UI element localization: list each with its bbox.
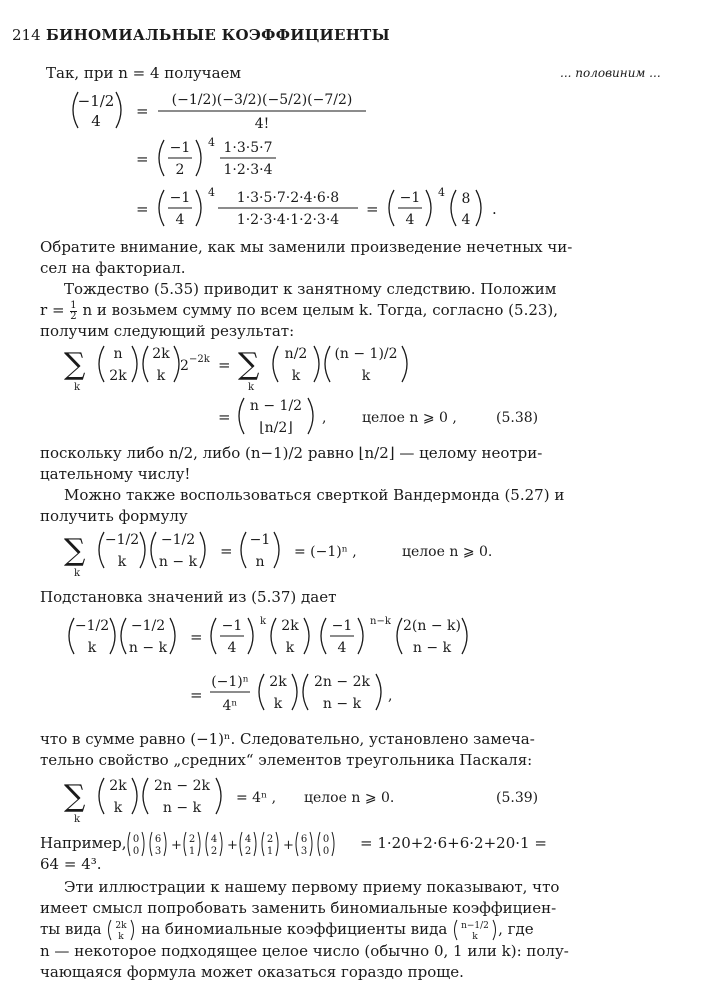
paragraph-conclusion-line1: Эти иллюстрации к нашему первому приему показывают, что <box>64 878 560 896</box>
svg-text:k: k <box>291 368 301 384</box>
paragraph-note-line1: Обратите внимание, как мы заменили произведение нечетных чи- <box>40 238 573 256</box>
svg-text:−1/2: −1/2 <box>130 618 166 634</box>
svg-text:2k: 2k <box>115 921 128 931</box>
example-binomial-a-2 <box>240 832 256 857</box>
svg-text:4: 4 <box>208 186 215 199</box>
paragraph-identity-line3: получим следующий результат: <box>40 322 295 340</box>
svg-text:k: k <box>74 382 81 393</box>
svg-text:4: 4 <box>461 212 471 228</box>
svg-text:−1: −1 <box>249 532 271 548</box>
svg-text:1·3·5·7: 1·3·5·7 <box>223 140 273 156</box>
binomial-neg-half-4 <box>73 92 121 130</box>
svg-text:−1: −1 <box>331 618 353 634</box>
binomial-2k-k-inline <box>106 919 136 941</box>
svg-text:n − k: n − k <box>158 554 198 570</box>
paragraph-substitution: Подстановка значений из (5.37) дает <box>40 588 337 606</box>
svg-text:∑: ∑ <box>64 347 86 382</box>
svg-text:(−1)ⁿ: (−1)ⁿ <box>211 674 249 690</box>
equation-5-38 <box>40 340 680 440</box>
paragraph-note-line2: сел на факториал. <box>40 259 186 277</box>
svg-text:k: k <box>113 800 123 816</box>
margin-note: ... половиним ... <box>560 66 661 80</box>
svg-text:2: 2 <box>175 162 185 178</box>
svg-text:1·2·3·4: 1·2·3·4 <box>223 162 273 178</box>
svg-text:(n − 1)/2: (n − 1)/2 <box>334 346 398 362</box>
svg-text:4: 4 <box>210 834 218 845</box>
paragraph-conclusion-line3: ты вида 2k k на биномиальные коэффициенты вида n−1/2 k , где <box>40 920 534 941</box>
svg-text:k: k <box>273 696 283 712</box>
svg-text:k: k <box>361 368 371 384</box>
svg-text:=: = <box>366 200 379 218</box>
svg-text:.: . <box>492 200 497 218</box>
svg-text:k: k <box>285 640 295 656</box>
svg-text:=: = <box>218 408 231 426</box>
svg-text:2: 2 <box>244 846 252 857</box>
svg-text:2n − 2k: 2n − 2k <box>154 778 210 794</box>
svg-text:n − 1/2: n − 1/2 <box>249 398 303 414</box>
equation-binomial-half-expansion <box>40 86 510 236</box>
svg-text:−1/2: −1/2 <box>160 532 196 548</box>
svg-text:целое n ⩾ 0 ,: целое n ⩾ 0 , <box>362 410 457 426</box>
svg-text:0: 0 <box>322 834 330 845</box>
svg-text:−2k: −2k <box>189 354 210 365</box>
svg-text:k: k <box>74 568 81 579</box>
fraction-one-half: $\frac{1}{2}$ <box>70 299 77 322</box>
svg-text:4: 4 <box>438 186 445 199</box>
svg-text:0: 0 <box>132 834 140 845</box>
svg-text:(5.39): (5.39) <box>496 790 539 806</box>
svg-text:4: 4 <box>244 834 252 845</box>
svg-text:(−1/2)(−3/2)(−5/2)(−7/2): (−1/2)(−3/2)(−5/2)(−7/2) <box>171 92 353 108</box>
svg-text:n: n <box>113 346 123 362</box>
svg-text:0: 0 <box>322 846 330 857</box>
example-result: = 1·20+2·6+6·2+20·1 = <box>360 834 547 852</box>
svg-text:−1: −1 <box>221 618 243 634</box>
svg-text:(5.38): (5.38) <box>496 410 539 426</box>
svg-text:k: k <box>74 814 81 825</box>
svg-text:,: , <box>388 688 393 704</box>
paragraph-floor-line2: цательному числу! <box>40 465 191 483</box>
svg-text:∑: ∑ <box>64 779 86 814</box>
svg-text:k: k <box>472 932 478 941</box>
svg-text:⌊n/2⌋: ⌊n/2⌋ <box>259 420 293 436</box>
svg-text:3: 3 <box>300 846 308 857</box>
svg-text:1: 1 <box>266 846 274 857</box>
svg-text:2: 2 <box>266 834 274 845</box>
svg-text:2k: 2k <box>109 368 127 384</box>
svg-text:1·3·5·7·2·4·6·8: 1·3·5·7·2·4·6·8 <box>236 190 340 206</box>
svg-text:−1/2: −1/2 <box>77 92 115 110</box>
svg-text:0: 0 <box>132 846 140 857</box>
svg-text:4: 4 <box>227 640 237 656</box>
svg-text:4: 4 <box>405 212 415 228</box>
plus-sign: + <box>227 838 238 853</box>
example-binomial-sum <box>124 830 354 860</box>
paragraph-vandermonde-line1: Можно также воспользоваться сверткой Вандермонда (5.27) и <box>64 486 565 504</box>
svg-text:=: = <box>190 686 203 704</box>
svg-text:= 4ⁿ ,: = 4ⁿ , <box>236 790 277 806</box>
svg-text:6: 6 <box>300 834 308 845</box>
svg-text:4: 4 <box>337 640 347 656</box>
example-binomial-a-0 <box>128 832 144 857</box>
svg-text:k: k <box>87 640 97 656</box>
svg-text:4: 4 <box>91 112 101 130</box>
svg-text:n − k: n − k <box>162 800 202 816</box>
svg-text:целое n ⩾ 0.: целое n ⩾ 0. <box>304 790 395 806</box>
svg-text:∑: ∑ <box>64 533 86 568</box>
svg-text:8: 8 <box>461 191 471 207</box>
paragraph-example-line2: 64 = 4³. <box>40 855 102 873</box>
paragraph-pascal-line2: тельно свойство „средних“ элементов треугольника Паскаля: <box>40 751 533 769</box>
example-binomial-b-3 <box>318 832 334 857</box>
svg-text:2: 2 <box>180 358 189 374</box>
svg-text:k: k <box>118 932 125 941</box>
page-number: 214 <box>12 26 41 44</box>
svg-text:6: 6 <box>154 834 162 845</box>
svg-text:n − k: n − k <box>322 696 362 712</box>
svg-text:n−1/2: n−1/2 <box>461 921 489 931</box>
svg-text:−1/2: −1/2 <box>104 532 140 548</box>
svg-text:−1: −1 <box>169 140 191 156</box>
svg-text:n − k: n − k <box>128 640 168 656</box>
svg-text:k: k <box>248 382 255 393</box>
paragraph-conclusion-line5: чающаяся формула может оказаться гораздо проще. <box>40 963 464 981</box>
svg-text:=: = <box>136 102 149 120</box>
equation-substitution <box>40 610 600 720</box>
equation-5-39 <box>40 772 680 828</box>
plus-sign: + <box>171 838 182 853</box>
svg-text:=: = <box>136 150 149 168</box>
svg-text:=: = <box>190 628 203 646</box>
paragraph-conclusion-line4: n — некоторое подходящее целое число (обычно 0, 1 или k): полу- <box>40 942 569 960</box>
equation-vandermonde <box>40 526 560 584</box>
svg-text:=: = <box>220 542 233 560</box>
paragraph-example-line1: Например, <box>40 834 127 852</box>
svg-text:= (−1)ⁿ ,: = (−1)ⁿ , <box>294 544 357 560</box>
example-binomial-a-3 <box>296 832 312 857</box>
svg-text:∑: ∑ <box>238 347 260 382</box>
svg-text:n−k: n−k <box>370 616 391 627</box>
svg-text:n/2: n/2 <box>284 346 308 362</box>
svg-text:−1: −1 <box>169 190 191 206</box>
paragraph-intro: Так, при n = 4 получаем <box>46 64 242 82</box>
paragraph-identity-line2: r = $\frac{1}{2}$ n и возьмем сумму по всем целым k. Тогда, согласно (5.23), <box>40 299 559 322</box>
svg-text:2k: 2k <box>152 346 170 362</box>
svg-text:−1/2: −1/2 <box>74 618 110 634</box>
svg-text:n: n <box>255 554 265 570</box>
example-binomial-a-1 <box>184 832 200 857</box>
svg-text:4ⁿ: 4ⁿ <box>222 698 238 714</box>
svg-text:−1: −1 <box>399 190 421 206</box>
svg-text:2: 2 <box>188 834 196 845</box>
plus-sign: + <box>283 838 294 853</box>
svg-text:1·2·3·4·1·2·3·4: 1·2·3·4·1·2·3·4 <box>236 212 340 228</box>
svg-text:2k: 2k <box>269 674 287 690</box>
svg-text:3: 3 <box>154 846 162 857</box>
example-binomial-b-1 <box>206 832 222 857</box>
svg-text:целое n ⩾ 0.: целое n ⩾ 0. <box>402 544 493 560</box>
svg-text:2n − 2k: 2n − 2k <box>314 674 370 690</box>
binomial-n-half-k-inline <box>452 919 498 941</box>
svg-text:2(n − k): 2(n − k) <box>403 618 461 634</box>
svg-text:k: k <box>260 616 267 627</box>
svg-text:4: 4 <box>175 212 185 228</box>
paragraph-identity-line1: Тождество (5.35) приводит к занятному следствию. Положим <box>64 280 557 298</box>
svg-text:2k: 2k <box>281 618 299 634</box>
paragraph-floor-line1: поскольку либо n/2, либо (n−1)/2 равно ⌊n/2⌋ — целому неотри- <box>40 444 543 462</box>
svg-text:4: 4 <box>208 136 215 149</box>
svg-text:n − k: n − k <box>412 640 452 656</box>
svg-text:=: = <box>218 356 231 374</box>
paragraph-conclusion-line2: имеет смысл попробовать заменить биномиальные коэффициен- <box>40 899 557 917</box>
example-binomial-b-2 <box>262 832 278 857</box>
running-header-title: БИНОМИАЛЬНЫЕ КОЭФФИЦИЕНТЫ <box>46 26 390 44</box>
svg-text:k: k <box>156 368 166 384</box>
svg-text:1: 1 <box>188 846 196 857</box>
svg-text:k: k <box>117 554 127 570</box>
example-binomial-b-0 <box>150 832 166 857</box>
svg-text:2: 2 <box>210 846 218 857</box>
paragraph-pascal-line1: что в сумме равно (−1)ⁿ. Следовательно, установлено замеча- <box>40 730 535 748</box>
svg-text:2k: 2k <box>109 778 127 794</box>
paragraph-vandermonde-line2: получить формулу <box>40 507 188 525</box>
svg-text:4!: 4! <box>254 116 270 132</box>
svg-text:,: , <box>322 410 327 426</box>
svg-text:=: = <box>136 200 149 218</box>
